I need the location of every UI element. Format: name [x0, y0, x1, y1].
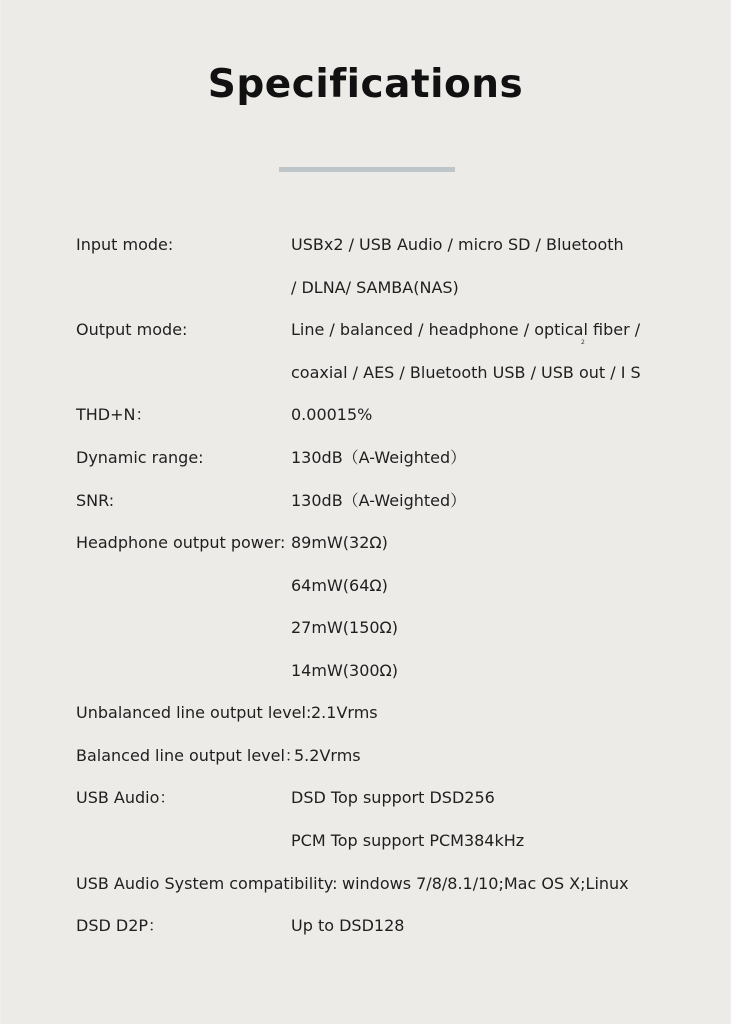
spec-label-unbalanced-level: Unbalanced line output level: [76, 703, 312, 722]
spec-value-balanced-level: 5.2Vrms [294, 746, 361, 765]
spec-value-input-mode-1: USBx2 / USB Audio / micro SD / Bluetooth [291, 235, 624, 254]
spec-value-output-mode-2: coaxial / AES / Bluetooth USB / USB out / I S [291, 363, 641, 382]
spec-value-unbalanced-level: 2.1Vrms [311, 703, 378, 722]
spec-label-dsd-d2p: DSD D2P： [76, 916, 165, 935]
spec-label-usb-compat: USB Audio System compatibility: [76, 874, 338, 893]
spec-label-headphone-power: Headphone output power: [76, 533, 286, 552]
spec-value-headphone-power-2: 64mW(64Ω) [291, 576, 388, 595]
spec-value-usb-compat: windows 7/8/8.1/10;Mac OS X;Linux [342, 874, 629, 893]
spec-label-usb-audio: USB Audio： [76, 788, 176, 807]
spec-value-input-mode-2: / DLNA/ SAMBA(NAS) [291, 278, 459, 297]
spec-label-balanced-level: Balanced line output level： [76, 746, 301, 765]
spec-value-dsd-d2p: Up to DSD128 [291, 916, 405, 935]
spec-value-dynamic-range: 130dB（A-Weighted） [291, 448, 467, 467]
spec-value-thdn: 0.00015% [291, 405, 373, 424]
spec-value-headphone-power-3: 27mW(150Ω) [291, 618, 399, 637]
spec-label-output-mode: Output mode: [76, 320, 188, 339]
spec-value-snr: 130dB（A-Weighted） [291, 491, 467, 510]
spec-label-snr: SNR: [76, 491, 115, 510]
spec-label-dynamic-range: Dynamic range: [76, 448, 204, 467]
spec-value-output-mode-1: Line / balanced / headphone / optical fiber / [291, 320, 641, 339]
spec-label-input-mode: Input mode: [76, 235, 174, 254]
page-title: Specifications [207, 62, 524, 107]
spec-value-usb-audio-1: DSD Top support DSD256 [291, 788, 495, 807]
spec-label-thdn: THD+N： [76, 405, 152, 424]
title-divider [279, 167, 455, 172]
spec-value-headphone-power-1: 89mW(32Ω) [291, 533, 388, 552]
spec-value-usb-audio-2: PCM Top support PCM384kHz [291, 831, 525, 850]
spec-page [1, 0, 730, 1024]
superscript-mark: 2 [581, 339, 585, 346]
spec-value-headphone-power-4: 14mW(300Ω) [291, 661, 399, 680]
